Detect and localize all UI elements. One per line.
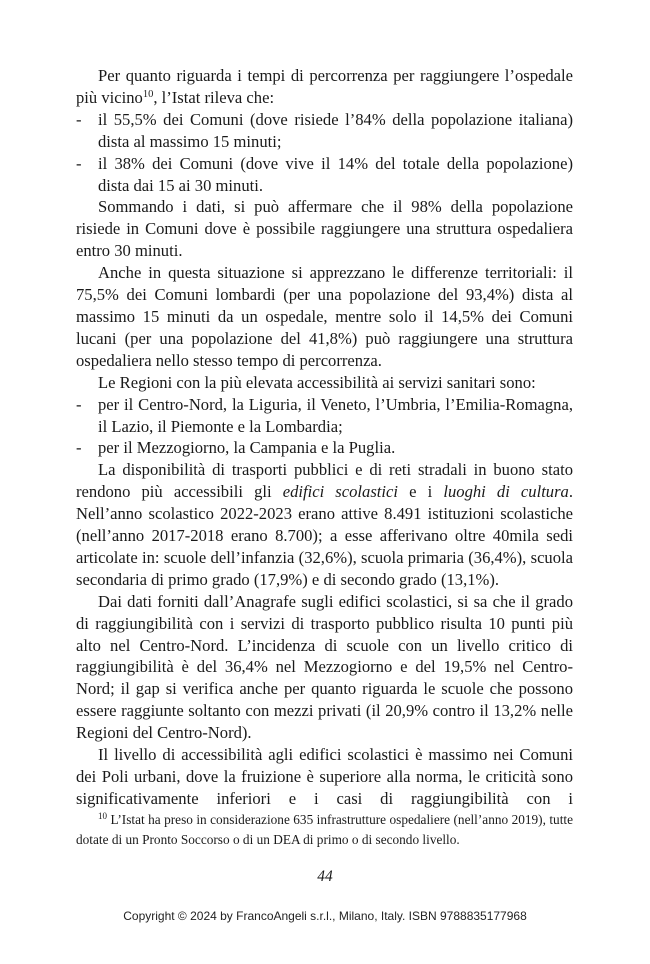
paragraph-hospital-travel-times — [76, 65, 573, 109]
emphasis-text: luoghi di cultura — [443, 482, 569, 502]
list-item — [76, 394, 573, 438]
list-item-text: il 55,5% dei Comuni (dove risiede l’84% della popolazione italiana) dista al massimo 15 minuti; — [98, 109, 573, 151]
list-marker: - — [76, 109, 82, 129]
list-item-text: per il Mezzogiorno, la Campania e la Puglia. — [98, 438, 396, 458]
footnote-number: 10 — [98, 811, 107, 821]
list-item — [76, 109, 573, 153]
list-item-text: per il Centro-Nord, la Liguria, il Veneto, l’Umbria, l’Emilia-Romagna, il Lazio, il Piemonte e la Lombardia; — [98, 394, 573, 436]
footnote-text: L’Istat ha preso in considerazione 635 infrastrutture ospedaliere (nell’anno 2019), tutte dotate di un Pronto Soccorso o di un DEA di primo o di secondo livello. — [76, 812, 573, 847]
list-marker: - — [76, 438, 82, 458]
footnote-reference[interactable]: 10 — [142, 88, 154, 100]
paragraph-text: Per quanto riguarda i tempi di percorrenza per raggiungere l’ospedale più vicino — [76, 66, 573, 107]
paragraph-text: , l’Istat rileva che: — [153, 87, 275, 107]
list-item — [76, 437, 573, 459]
paragraph-text: . Nell’anno scolastico 2022-2023 erano attive 8.491 istituzioni scolastiche (nell’anno 2017-2018 erano 8.700); a esse afferivano oltre 40mila sedi articolate in: scuole dell’infanzia (32,6%), scuola primaria (36,4%), scuola secondaria di primo grado (17,9%) e di secondo grado (13,1%). — [76, 482, 574, 589]
paragraph-regions-intro: Le Regioni con la più elevata accessibilità ai servizi sanitari sono: — [98, 372, 536, 392]
list-marker: - — [76, 153, 82, 173]
paragraph-schools — [76, 459, 573, 590]
page-number: 44 — [317, 868, 333, 885]
paragraph-summary: Sommando i dati, si può affermare che il 98% della popolazione risiede in Comuni dove è possibile raggiungere una struttura ospedaliera entro 30 minuti. — [76, 197, 573, 261]
list-marker: - — [76, 394, 82, 414]
paragraph-school-registry: Dai dati forniti dall’Anagrafe sugli edifici scolastici, si sa che il grado di raggiungibilità con i servizi di trasporto pubblico risulta 10 punti più alto nel Centro-Nord. L’incidenza di scuole con un livello critico di raggiungibilità è del 36,4% nel Mezzogiorno e del 19,5% nel Centro-Nord; il gap si verifica anche per quanto riguarda le scuole che possono essere raggiunte soltanto con mezzi privati (il 20,9% contro il 13,2% nelle Regioni del Centro-Nord). — [76, 591, 573, 743]
emphasis-text: edifici scolastici — [282, 482, 398, 502]
footnote — [76, 810, 573, 850]
paragraph-territorial-differences: Anche in questa situazione si apprezzano le differenze territoriali: il 75,5% dei Comuni lombardi (per una popolazione del 93,4%) dista al massimo 15 minuti da un ospedale, mentre solo il 14,5% dei Comuni lucani (per una popolazione del 41,8%) può raggiungere una struttura ospedaliera nello stesso tempo di percorrenza. — [76, 263, 573, 370]
paragraph-text: e i — [398, 482, 444, 502]
paragraph-accessibility-level: Il livello di accessibilità agli edifici scolastici è massimo nei Comuni dei Poli urbani, dove la fruizione è superiore alla norma, le criticità sono significativamente inferiori e i casi di raggiungibilità con i — [76, 745, 573, 808]
list-item — [76, 153, 573, 197]
body-text — [76, 65, 573, 810]
copyright-notice: Copyright © 2024 by FrancoAngeli s.r.l., Milano, Italy. ISBN 9788835177968 — [123, 909, 527, 923]
paragraph-text: La disponibilità di trasporti pubblici e di reti stradali in buono stato rendono più accessibili gli — [76, 460, 573, 502]
list-item-text: il 38% dei Comuni (dove vive il 14% del totale della popolazione) dista dai 15 ai 30 minuti. — [98, 153, 573, 195]
